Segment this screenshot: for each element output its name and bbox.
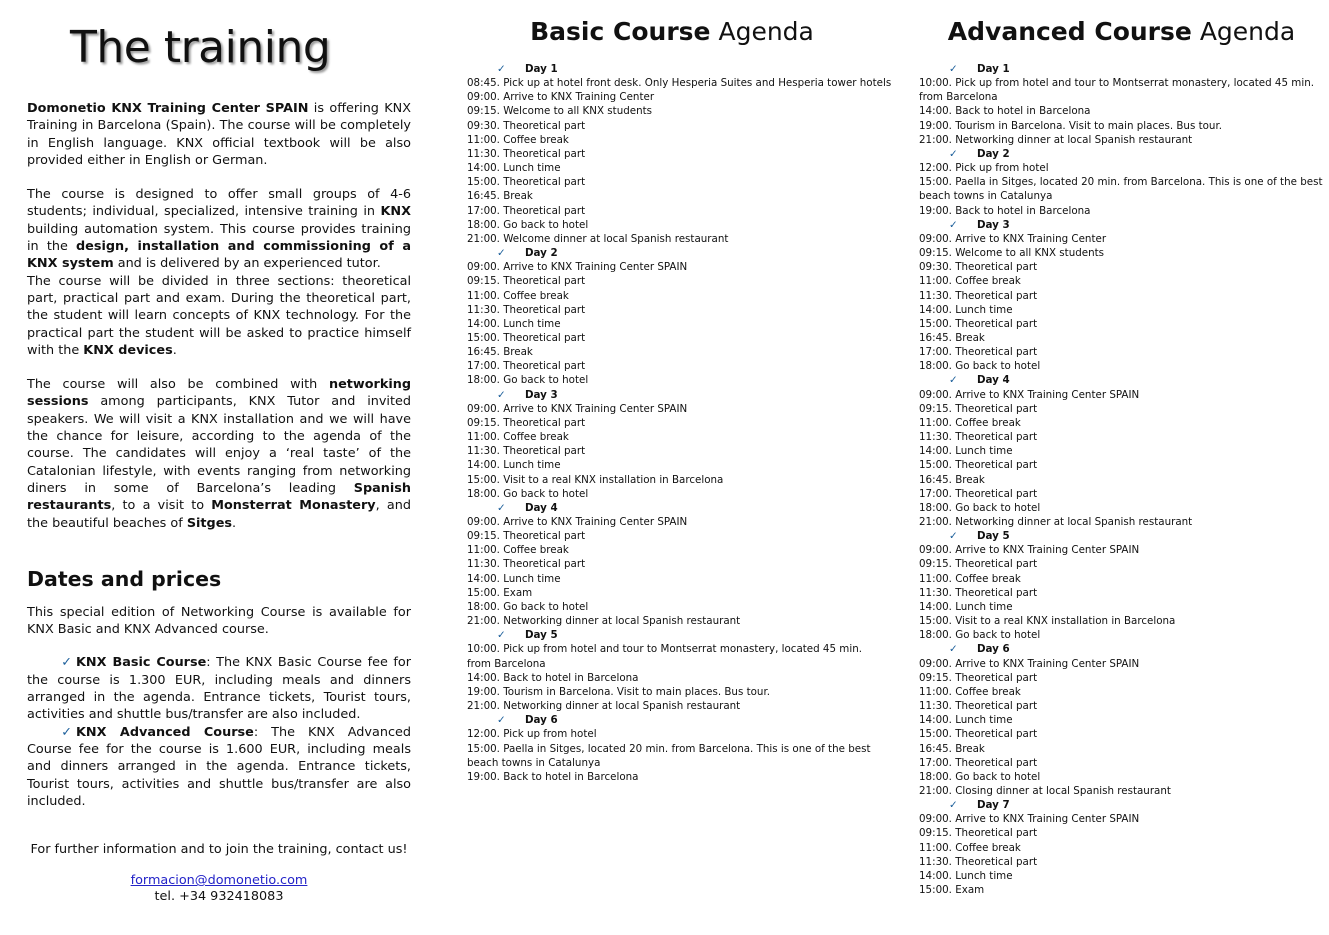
agenda-item: 11:00. Coffee break (467, 544, 569, 557)
agenda-item: 18:00. Go back to hotel (467, 218, 589, 231)
check-icon: ✓ (61, 724, 72, 740)
agenda-day-label: Day 2 (977, 147, 1010, 160)
agenda-item: 10:00. Pick up from hotel and tour to Montserrat monastery, located 45 min. from Barcelona (919, 77, 1314, 104)
agenda-day-header (467, 713, 877, 727)
agenda-day-label: Day 6 (977, 643, 1010, 656)
agenda-day-header (919, 147, 1324, 161)
agenda-item: 16:45. Break (919, 473, 985, 486)
dates-heading: Dates and prices (27, 566, 222, 591)
check-icon: ✓ (497, 388, 506, 401)
agenda-item: 21:00. Networking dinner at local Spanish restaurant (919, 516, 1193, 528)
agenda-item: 19:00. Tourism in Barcelona. Visit to main places. Bus tour. (467, 685, 771, 698)
agenda-item: 09:30. Theoretical part (919, 261, 1038, 274)
basic-price-label: KNX Basic Course (76, 655, 207, 671)
design-text-1: The course is designed to offer small groups of 4-6 students; individual, specialized, intensive training in (27, 187, 411, 220)
agenda-item: 15:00. Exam (919, 884, 985, 897)
agenda-day-header (919, 62, 1324, 76)
advanced-agenda-title (919, 14, 1324, 50)
agenda-item: 09:15. Welcome to all KNX students (919, 247, 1105, 260)
agenda-item: 14:00. Lunch time (919, 303, 1013, 316)
agenda-item: 17:00. Theoretical part (919, 756, 1038, 769)
agenda-item: 15:00. Paella in Sitges, located 20 min. from Barcelona. This is one of the best beach towns in Catalunya (919, 176, 1323, 203)
agenda-day-header (919, 218, 1324, 232)
agenda-item: 09:15. Welcome to all KNX students (467, 105, 653, 118)
agenda-day-header (919, 798, 1324, 812)
advanced-agenda-list (919, 62, 1324, 897)
agenda-item: 16:45. Break (919, 742, 985, 755)
agenda-day-label: Day 2 (525, 247, 558, 260)
agenda-item: 11:30. Theoretical part (467, 303, 586, 316)
advanced-price-item (27, 724, 411, 810)
basic-agenda-list (467, 62, 892, 784)
agenda-day-label: Day 6 (525, 714, 558, 727)
basic-agenda-title-light: Agenda (718, 17, 814, 46)
agenda-item: 14:00. Lunch time (467, 459, 561, 472)
agenda-day-label: Day 5 (525, 629, 558, 642)
basic-price-item (27, 654, 411, 723)
networking-text-2: among participants, KNX Tutor and invited speakers. We will visit a KNX installation and we will have the chance for leisure, according to the agenda of the course. The candidates will enjoy a ‘real taste’ of the Catalonian lifestyle, with events ranging from networking diners in some of Barcelona’s leading (27, 394, 411, 496)
agenda-item: 14:00. Lunch time (467, 572, 561, 585)
agenda-item: 11:30. Theoretical part (467, 147, 586, 160)
agenda-item: 14:00. Lunch time (467, 317, 561, 330)
agenda-item: 17:00. Theoretical part (919, 487, 1038, 500)
agenda-item: 17:00. Theoretical part (467, 360, 586, 373)
agenda-day-label: Day 1 (977, 63, 1010, 75)
check-icon: ✓ (497, 247, 506, 260)
networking-text-3: , to a visit to (111, 498, 212, 514)
agenda-item: 15:00. Paella in Sitges, located 20 min. from Barcelona. This is one of the best beach towns in Catalunya (467, 742, 871, 769)
agenda-item: 14:00. Lunch time (467, 162, 561, 175)
check-icon: ✓ (949, 63, 958, 75)
agenda-item: 09:00. Arrive to KNX Training Center SPAIN (919, 388, 1140, 401)
agenda-day-header (467, 501, 877, 515)
agenda-item: 11:00. Coffee break (919, 275, 1021, 288)
check-icon: ✓ (497, 501, 506, 514)
agenda-item: 09:15. Theoretical part (467, 416, 586, 429)
agenda-item: 15:00. Theoretical part (919, 728, 1038, 741)
agenda-item: 15:00. Visit to a real KNX installation in Barcelona (919, 615, 1176, 628)
training-column (27, 18, 411, 905)
agenda-item: 17:00. Theoretical part (467, 204, 586, 217)
agenda-item: 19:00. Back to hotel in Barcelona (919, 204, 1091, 217)
networking-text-5: . (232, 515, 237, 531)
agenda-item: 18:00. Go back to hotel (467, 487, 589, 500)
agenda-day-label: Day 7 (977, 799, 1010, 812)
agenda-day-header (919, 642, 1324, 656)
agenda-item: 09:15. Theoretical part (919, 402, 1038, 415)
basic-agenda-title-bold: Basic Course (530, 17, 711, 46)
sections-text-2: . (172, 342, 177, 358)
basic-agenda-title (467, 14, 877, 50)
agenda-item: 11:00. Coffee break (919, 572, 1021, 585)
agenda-item: 11:30. Theoretical part (919, 586, 1038, 599)
agenda-item: 19:00. Tourism in Barcelona. Visit to main places. Bus tour. (919, 119, 1223, 132)
advanced-agenda-title-bold: Advanced Course (947, 17, 1192, 46)
agenda-item: 12:00. Pick up from hotel (919, 162, 1049, 175)
design-text-2: building automation system. This course provides training in the (27, 221, 411, 255)
agenda-item: 15:00. Theoretical part (919, 459, 1038, 472)
agenda-item: 09:30. Theoretical part (467, 119, 586, 132)
page-title: The training (70, 22, 331, 73)
check-icon: ✓ (949, 643, 958, 656)
agenda-item: 21:00. Closing dinner at local Spanish restaurant (919, 784, 1171, 797)
agenda-item: 11:30. Theoretical part (919, 855, 1038, 868)
training-description (27, 100, 411, 532)
course-design-paragraph (27, 186, 411, 272)
basic-course-agenda (467, 14, 892, 784)
agenda-item: 15:00. Visit to a real KNX installation in Barcelona (467, 473, 724, 486)
agenda-day-header (467, 388, 877, 402)
agenda-item: 09:15. Theoretical part (467, 275, 586, 288)
check-icon: ✓ (949, 530, 958, 543)
email-link[interactable]: formacion@domonetio.com (130, 873, 308, 889)
agenda-item: 21:00. Networking dinner at local Spanish restaurant (467, 615, 741, 628)
agenda-item: 11:30. Theoretical part (467, 445, 586, 458)
agenda-item: 09:15. Theoretical part (919, 558, 1038, 571)
networking-paragraph (27, 376, 411, 532)
agenda-day-label: Day 4 (525, 501, 558, 514)
check-icon: ✓ (497, 714, 506, 727)
agenda-day-header (467, 62, 877, 76)
agenda-day-label: Day 3 (525, 388, 558, 401)
agenda-item: 12:00. Pick up from hotel (467, 728, 597, 741)
agenda-item: 14:00. Back to hotel in Barcelona (919, 105, 1091, 118)
agenda-item: 14:00. Lunch time (919, 869, 1013, 882)
agenda-item: 11:30. Theoretical part (919, 700, 1038, 713)
agenda-item: 15:00. Theoretical part (919, 317, 1038, 330)
agenda-day-label: Day 3 (977, 218, 1010, 231)
agenda-item: 14:00. Lunch time (919, 714, 1013, 727)
agenda-item: 09:00. Arrive to KNX Training Center SPAIN (467, 516, 688, 528)
agenda-item: 21:00. Welcome dinner at local Spanish restaurant (467, 232, 729, 245)
agenda-item: 18:00. Go back to hotel (919, 501, 1041, 514)
check-icon: ✓ (949, 218, 958, 231)
check-icon: ✓ (949, 374, 958, 387)
agenda-item: 16:45. Break (467, 346, 533, 359)
agenda-item: 16:45. Break (467, 190, 533, 203)
agenda-item: 18:00. Go back to hotel (467, 374, 589, 387)
advanced-price-text: : The KNX Advanced Course fee for the course is 1.600 EUR, including meals and dinners arranged in the agenda. Entrance tickets, Tourist tours, activities and shuttle bus/transfer are also included. (27, 724, 411, 809)
agenda-item: 09:00. Arrive to KNX Training Center SPAIN (919, 657, 1140, 670)
center-name: Domonetio KNX Training Center SPAIN (27, 101, 309, 116)
agenda-item: 15:00. Theoretical part (467, 331, 586, 344)
agenda-item: 09:00. Arrive to KNX Training Center (919, 232, 1107, 245)
agenda-item: 14:00. Back to hotel in Barcelona (467, 671, 639, 684)
agenda-item: 21:00. Networking dinner at local Spanish restaurant (467, 700, 741, 713)
agenda-day-header (467, 246, 877, 260)
agenda-day-header (467, 628, 877, 642)
agenda-item: 19:00. Back to hotel in Barcelona (467, 770, 639, 783)
agenda-item: 08:45. Pick up at hotel front desk. Only Hesperia Suites and Hesperia tower hotels (467, 77, 892, 90)
check-icon: ✓ (949, 799, 958, 812)
agenda-item: 09:15. Theoretical part (919, 671, 1038, 684)
agenda-item: 15:00. Theoretical part (467, 176, 586, 189)
agenda-item: 11:00. Coffee break (919, 685, 1021, 698)
contact-intro: For further information and to join the training, contact us! (30, 842, 408, 858)
check-icon: ✓ (61, 655, 72, 671)
check-icon: ✓ (497, 63, 506, 75)
advanced-price-label: KNX Advanced Course (76, 724, 254, 740)
networking-text-4: , and the beautiful beaches of (27, 498, 411, 531)
agenda-item: 14:00. Lunch time (919, 600, 1013, 613)
networking-bold-1: networking sessions (27, 377, 411, 410)
intro-text: is offering KNX Training in Barcelona (Spain). The course will be completely in English language. KNX official textbook will be also provided either in English or German. (27, 101, 411, 168)
agenda-item: 09:00. Arrive to KNX Training Center SPAIN (919, 813, 1140, 826)
agenda-item: 16:45. Break (919, 331, 985, 344)
networking-bold-4: Sitges (186, 515, 233, 531)
agenda-item: 11:00. Coffee break (919, 841, 1021, 854)
networking-text-1: The course will also be combined with (27, 377, 329, 393)
course-sections-paragraph (27, 273, 411, 359)
agenda-item: 14:00. Lunch time (919, 445, 1013, 458)
basic-price-text: : The KNX Basic Course fee for the course is 1.300 EUR, including meals and dinners arranged in the agenda. Entrance tickets, Tourist tours, activities and shuttle bus/transfer are also included. (27, 655, 411, 723)
agenda-item: 11:00. Coffee break (919, 416, 1021, 429)
dates-intro: This special edition of Networking Course is available for KNX Basic and KNX Advanced course. (27, 604, 411, 638)
agenda-item: 11:00. Coffee break (467, 133, 569, 146)
agenda-item: 11:00. Coffee break (467, 431, 569, 444)
networking-bold-3: Monsterrat Monastery (211, 498, 376, 514)
agenda-day-label: Day 4 (977, 374, 1010, 387)
agenda-item: 18:00. Go back to hotel (919, 360, 1041, 373)
agenda-item: 09:00. Arrive to KNX Training Center (467, 91, 655, 104)
agenda-item: 09:15. Theoretical part (919, 827, 1038, 840)
advanced-course-agenda (919, 14, 1324, 897)
agenda-item: 17:00. Theoretical part (919, 346, 1038, 359)
agenda-day-header (919, 373, 1324, 387)
sections-bold-1: KNX devices (83, 342, 173, 358)
sections-text-1: The course will be divided in three sections: theoretical part, practical part and exam. During the theoretical part, the student will learn concepts of KNX technology. For the practical part the student will be asked to practice himself with the (27, 273, 411, 358)
agenda-item: 21:00. Networking dinner at local Spanish restaurant (919, 133, 1193, 146)
agenda-item: 18:00. Go back to hotel (467, 600, 589, 613)
agenda-item: 10:00. Pick up from hotel and tour to Montserrat monastery, located 45 min. from Barcelona (467, 643, 862, 670)
advanced-agenda-title-light: Agenda (1199, 17, 1296, 46)
agenda-item: 09:00. Arrive to KNX Training Center SPAIN (919, 544, 1140, 557)
design-bold-1: KNX (380, 204, 411, 220)
phone-number: tel. +34 932418083 (154, 889, 284, 905)
agenda-day-label: Day 1 (525, 63, 558, 75)
design-bold-2: design, installation and commissioning of a KNX system (27, 239, 411, 272)
agenda-item: 18:00. Go back to hotel (919, 770, 1041, 783)
agenda-item: 11:30. Theoretical part (919, 431, 1038, 444)
check-icon: ✓ (949, 147, 958, 160)
agenda-item: 09:00. Arrive to KNX Training Center SPAIN (467, 261, 688, 274)
design-text-3: and is delivered by an experienced tutor. (113, 256, 381, 272)
agenda-item: 09:15. Theoretical part (467, 530, 586, 543)
agenda-item: 11:30. Theoretical part (467, 558, 586, 571)
check-icon: ✓ (497, 629, 506, 642)
agenda-day-header (919, 529, 1324, 543)
agenda-item: 09:00. Arrive to KNX Training Center SPAIN (467, 402, 688, 415)
agenda-item: 11:30. Theoretical part (919, 289, 1038, 302)
agenda-item: 18:00. Go back to hotel (919, 629, 1041, 642)
agenda-item: 15:00. Exam (467, 586, 533, 599)
agenda-item: 11:00. Coffee break (467, 289, 569, 302)
agenda-day-label: Day 5 (977, 530, 1010, 543)
networking-bold-2: Spanish restaurants (27, 480, 411, 514)
intro-paragraph (27, 100, 411, 169)
